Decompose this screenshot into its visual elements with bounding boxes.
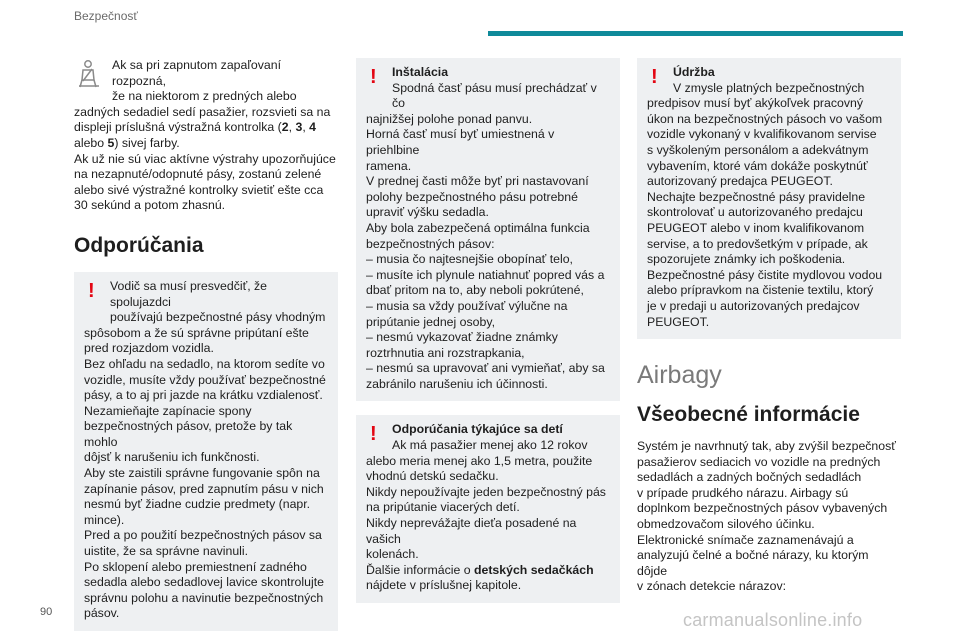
section-label: Bezpečnosť — [74, 9, 138, 23]
warning-icon: ! — [651, 66, 658, 88]
installation-title: Inštalácia — [392, 65, 449, 79]
heading-airbags: Airbagy — [637, 361, 722, 390]
recommendations-warning-box — [74, 272, 338, 631]
passenger-detection-intro — [74, 58, 338, 105]
children-body-text: alebo meria menej ako 1,5 metra, použite vhodnú detskú sedačku. Nikdy nepoužívajte jeden bezpečnostný pás na pripútanie viacerých detí. Nikdy neprevážajte dieťa posadené na vašich kolenách. Ďalšie informácie o detských sedačkách nájdete v príslušnej kapitole. — [366, 453, 606, 593]
maintenance-title: Údržba — [673, 65, 715, 79]
maintenance-lead-text: V zmysle platných bezpečnostných — [673, 80, 865, 95]
children-title: Odporúčania týkajúce sa detí — [392, 422, 563, 437]
heading-recommendations: Odporúčania — [74, 233, 204, 257]
passenger-seatbelt-icon — [74, 59, 104, 91]
maintenance-warning-box — [637, 58, 901, 339]
column-3 — [637, 58, 901, 595]
heading-general-info: Všeobecné informácie — [637, 403, 860, 427]
general-info-body-text: Systém je navrhnutý tak, aby zvýšil bezpečnosť pasažierov sediacich vo vozidle na predných sedadlách a zadných bočných sedadlách v prípade prudkého nárazu. Airbagy sú doplnkom bezpečnostných pásov vybavených obmedzovačom silového účinku. Elektronické snímače zaznamenávajú a analyzujú čelné a bočné nárazy, ku ktorým dôjde v zónach detekcie nárazov: — [637, 439, 896, 594]
column-1 — [74, 58, 338, 631]
warning-body-text: spôsobom a že sú správne pripútaní ešte pred rozjazdom vozidla. Bez ohľadu na sedadlo, na ktorom sedíte vo vozidle, musíte vždy používať bezpečnostné pásy, a to aj pri jazde na krátku vzdialenosť. Nezamieňajte zapínacie spony bezpečnostných pásov, pretože by tak mohlo dôjsť k narušeniu ich funkčnosti. Aby ste zaistili správne fungovanie spôn na zapínanie pásov, pred zapnutím pásu v nich nesmú byť žiadne cudzie predmety (napr. mince). Pred a po použití bezpečnostných pásov sa uistite, že sa správne navinuli. Po sklopení alebo premiestnení zadného sedadla alebo sedadlovej lavice skontrolujte správnu polohu a navinutie bezpečnostných pásov. — [84, 325, 326, 621]
warning-lead-text: Vodič sa musí presvedčiť, že spolujazdci používajú bezpečnostné pásy vhodným — [110, 278, 326, 325]
intro-lead-text: Ak sa pri zapnutom zapaľovaní rozpozná, že na niektorom z predných alebo — [112, 58, 297, 104]
warning-icon: ! — [370, 66, 377, 88]
installation-lead-text: Spodná časť pásu musí prechádzať v čo — [392, 80, 597, 111]
warning-icon: ! — [88, 279, 95, 302]
intro-body-text: zadných sedadiel sedí pasažier, rozsvieti sa na displeji príslušná výstražná kontrolka (2, 3, 4 alebo 5) sivej farby. Ak už nie sú viac aktívne výstrahy upozorňujúce na nezapnuté/odopnuté pásy, zostanú zelené alebo sivé výstražné kontrolky svietiť ešte cca 30 sekúnd a potom zhasnú. — [74, 104, 336, 213]
installation-body-text: najnižšej polohe ponad panvu. Horná časť musí byť umiestnená v priehlbine ramena. V prednej časti môže byť pri nastavovaní polohy bezpečnostného pásu potrebné upraviť výšku sedadla. Aby bola zabezpečená optimálna funkcia bezpečnostných pásov: – musia čo najtesnejšie obopínať telo, – musíte ich plynule natiahnuť popred vás a dbať pritom na to, aby neboli pokrútené, – musia sa vždy používať výlučne na pripútanie jednej osoby, – nesmú vykazovať žiadne známky roztrhnutia ani rozstrapkania, – nesmú sa upravovať ani vymieňať, aby sa zabránilo narušeniu ich účinnosti. — [366, 111, 605, 391]
warning-icon: ! — [370, 423, 377, 446]
installation-warning-box — [356, 58, 620, 401]
children-warning-box — [356, 415, 620, 603]
children-lead-text: Ak má pasažier menej ako 12 rokov — [392, 438, 588, 453]
column-2 — [356, 58, 620, 603]
page-number: 90 — [40, 606, 53, 618]
header-accent-bar — [488, 31, 903, 36]
watermark: carmanualsonline.info — [683, 610, 863, 630]
maintenance-body-text: predpisov musí byť akýkoľvek pracovný úkon na bezpečnostných pásoch vo vašom vozidle vykonaný v kvalifikovanom servise s vyškoleným personálom a adekvátnym vybavením, ktoré vám dokáže poskytnúť autorizovaný predajca PEUGEOT. Nechajte bezpečnostné pásy pravidelne skontrolovať u autorizovaného predajcu PEUGEOT alebo v inom kvalifikovanom servise, a to predovšetkým v prípade, ak spozorujete známky ich poškodenia. Bezpečnostné pásy čistite mydlovou vodou alebo prípravkom na čistenie textilu, ktorý je v predaji u autorizovaných predajcov PEUGEOT. — [647, 96, 883, 329]
